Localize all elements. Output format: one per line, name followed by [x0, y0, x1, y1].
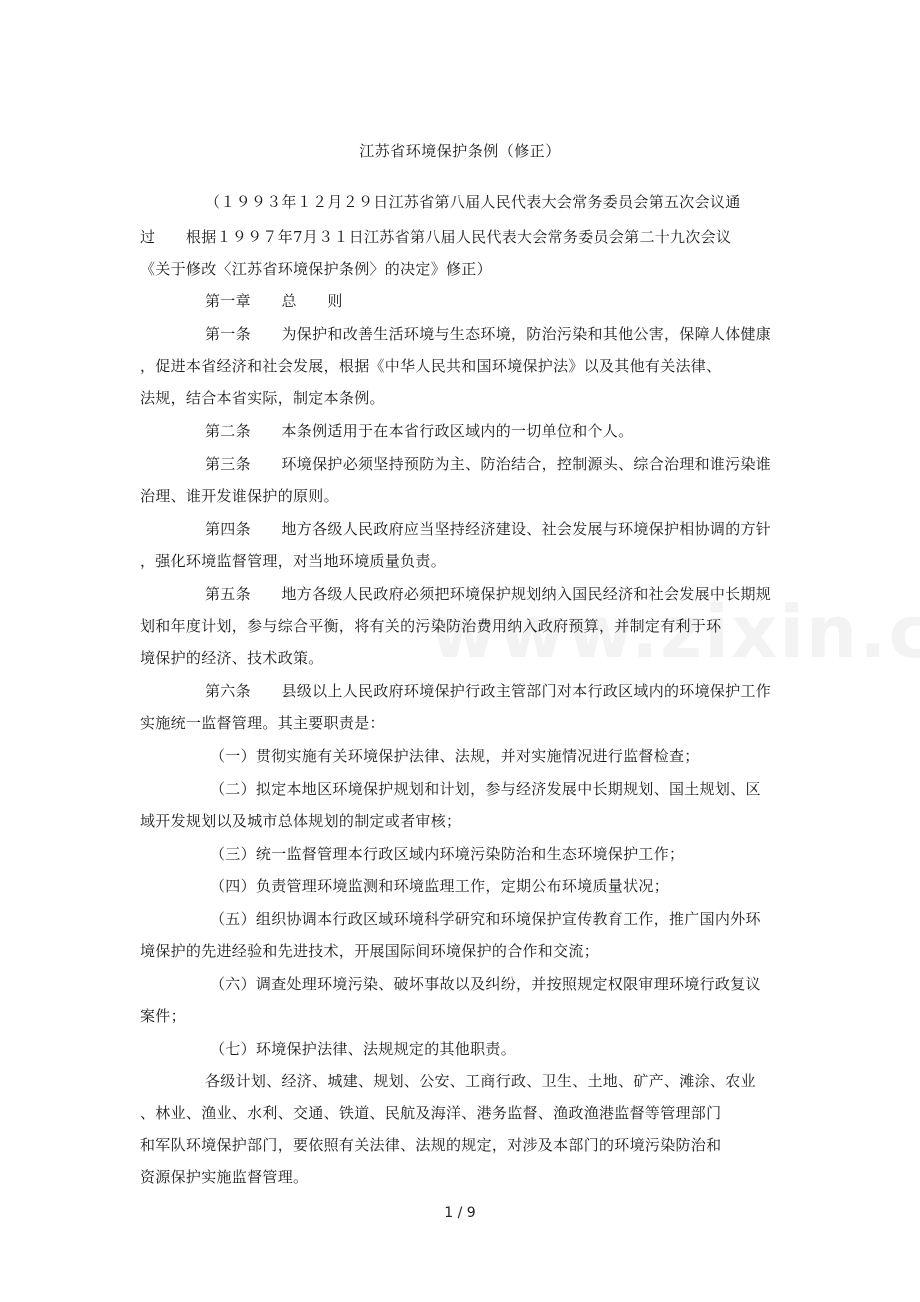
- article-line: 划和年度计划，参与综合平衡，将有关的污染防治费用纳入政府预算，并制定有利于环: [140, 617, 722, 635]
- list-item: 境保护的先进经验和先进技术，开展国际间环境保护的合作和交流；: [140, 942, 600, 960]
- document-title: 江苏省环境保护条例（修正）: [359, 142, 561, 160]
- preamble-line: 《关于修改〈江苏省环境保护条例〉的决定》修正）: [140, 260, 492, 278]
- list-item: 案件；: [140, 1007, 186, 1025]
- list-item: （五）组织协调本行政区域环境科学研究和环境保护宣传教育工作，推广国内外环: [210, 910, 761, 928]
- page-number: 1 / 9: [444, 1205, 476, 1221]
- article-line: 第三条 环境保护必须坚持预防为主、防治结合，控制源头、综合治理和谁污染谁: [205, 455, 772, 473]
- list-item: （一）贯彻实施有关环境保护法律、法规，并对实施情况进行监督检查；: [210, 747, 700, 765]
- article-line: 境保护的经济、技术政策。: [140, 649, 324, 667]
- preamble-line: （１９９３年１２月２９日江苏省第八届人民代表大会常务委员会第五次会议通: [205, 193, 741, 211]
- article-line: 第四条 地方各级人民政府应当坚持经济建设、社会发展与环境保护相协调的方针: [205, 520, 772, 538]
- list-item: （七）环境保护法律、法规规定的其他职责。: [210, 1040, 517, 1058]
- list-item: （六）调查处理环境污染、破坏事故以及纠纷，并按照规定权限审理环境行政复议: [210, 975, 761, 993]
- article-line: ，促进本省经济和社会发展，根据《中华人民共和国环境保护法》以及其他有关法律、: [140, 357, 722, 375]
- list-item: （三）统一监督管理本行政区域内环境污染防治和生态环境保护工作；: [210, 845, 685, 863]
- preamble-line: 过 根据１９９７年7月３１日江苏省第八届人民代表大会常务委员会第二十九次会议: [140, 228, 732, 246]
- paragraph-line: 、林业、渔业、水利、交通、铁道、民航及海洋、港务监督、渔政渔港监督等管理部门: [140, 1104, 722, 1122]
- paragraph-line: 各级计划、经济、城建、规划、公安、工商行政、卫生、土地、矿产、滩涂、农业: [205, 1072, 756, 1090]
- list-item: （四）负责管理环境监测和环境监理工作，定期公布环境质量状况；: [210, 877, 670, 895]
- article-line: 实施统一监督管理。其主要职责是：: [140, 714, 385, 732]
- article-line: 第一条 为保护和改善生活环境与生态环境，防治污染和其他公害，保障人体健康: [205, 325, 772, 343]
- paragraph-line: 和军队环境保护部门，要依照有关法律、法规的规定，对涉及本部门的环境污染防治和: [140, 1136, 722, 1154]
- chapter-heading: 第一章 总 则: [205, 292, 343, 310]
- list-item: 域开发规划以及城市总体规划的制定或者审核；: [140, 812, 462, 830]
- article-line: 第五条 地方各级人民政府必须把环境保护规划纳入国民经济和社会发展中长期规: [205, 585, 772, 603]
- article-line: 第二条 本条例适用于在本省行政区域内的一切单位和个人。: [205, 422, 634, 440]
- list-item: （二）拟定本地区环境保护规划和计划，参与经济发展中长期规划、国土规划、区: [210, 780, 761, 798]
- article-line: 法规，结合本省实际，制定本条例。: [140, 389, 385, 407]
- paragraph-line: 资源保护实施监督管理。: [140, 1168, 309, 1186]
- article-line: ，强化环境监督管理，对当地环境质量负责。: [140, 552, 447, 570]
- article-line: 治理、谁开发谁保护的原则。: [140, 487, 339, 505]
- article-line: 第六条 县级以上人民政府环境保护行政主管部门对本行政区域内的环境保护工作: [205, 682, 772, 700]
